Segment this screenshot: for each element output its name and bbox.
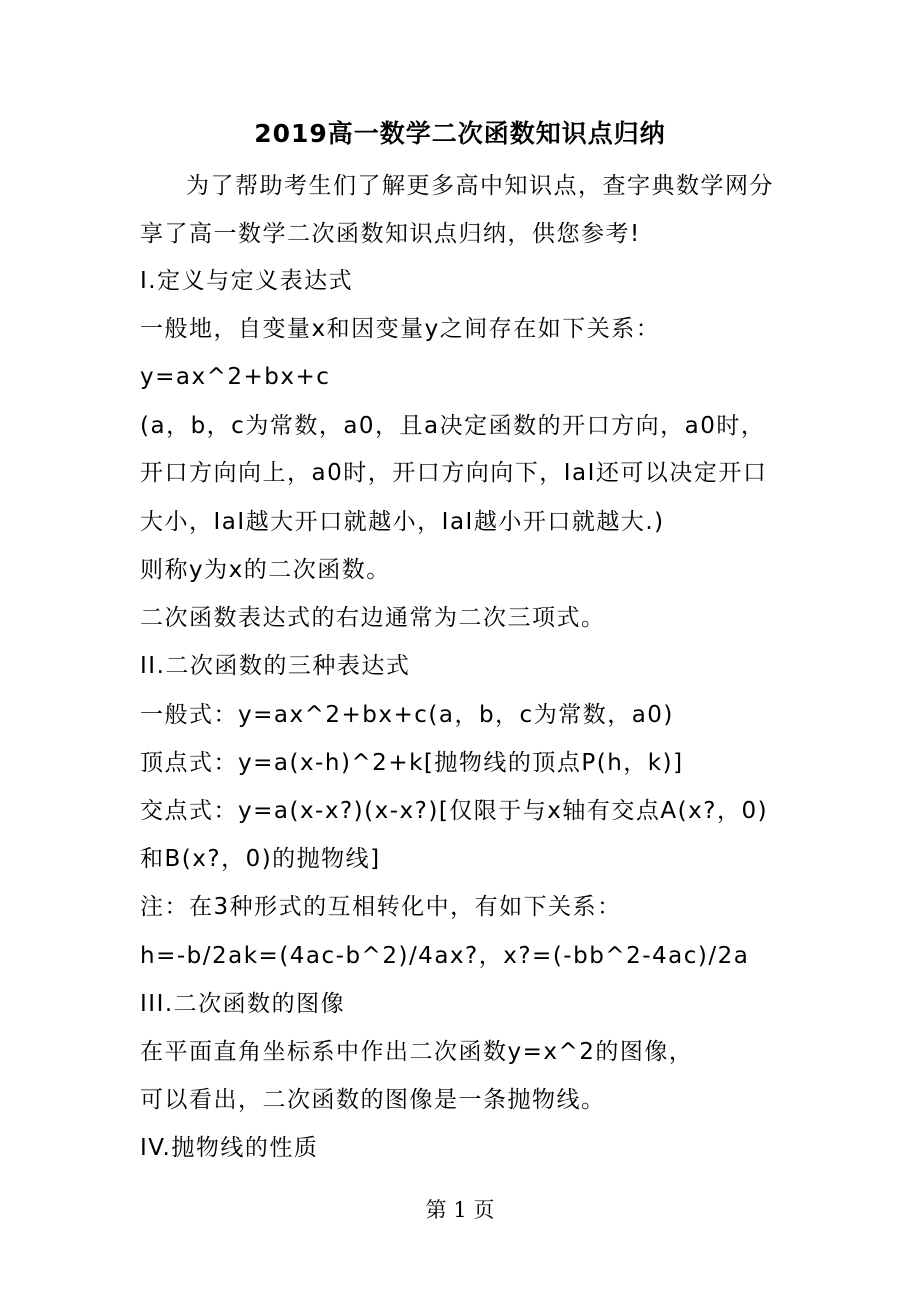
formula-vertex: 顶点式：y=a(x-h)^2+k[抛物线的顶点P(h，k)] (140, 750, 684, 776)
section-heading-3: III.二次函数的图像 (140, 991, 346, 1017)
formula-line: y=ax^2+bx+c (140, 364, 331, 390)
intro-line-2: 享了高一数学二次函数知识点归纳，供您参考! (140, 221, 641, 247)
paragraph-line: 二次函数表达式的右边通常为二次三项式。 (140, 605, 606, 631)
formula-intercept-cont: 和B(x?，0)的抛物线] (140, 846, 381, 872)
intro-line-1: 为了帮助考生们了解更多高中知识点，查字典数学网分 (186, 173, 774, 199)
paragraph-line: 大小，IaI越大开口就越小，IaI越小开口就越大.) (140, 509, 665, 535)
paragraph-line: (a，b，c为常数，a0，且a决定函数的开口方向，a0时， (140, 413, 766, 439)
paragraph-line: 一般地，自变量x和因变量y之间存在如下关系： (140, 316, 661, 342)
formula-relation: h=-b/2ak=(4ac-b^2)/4ax?，x?=(-bb^2-4ac)/2a (140, 943, 750, 969)
formula-intercept: 交点式：y=a(x-x?)(x-x?)[仅限于与x轴有交点A(x?，0) (140, 798, 769, 824)
paragraph-line: 开口方向向上，a0时，开口方向向下，IaI还可以决定开口 (140, 460, 768, 486)
paragraph-line: 注：在3种形式的互相转化中，有如下关系： (140, 894, 622, 920)
section-heading-4: IV.抛物线的性质 (140, 1135, 319, 1161)
paragraph-line: 在平面直角坐标系中作出二次函数y=x^2的图像， (140, 1039, 694, 1065)
document-title: 2019高一数学二次函数知识点归纳 (254, 119, 666, 148)
page-number: 第 1 页 (425, 1198, 495, 1222)
formula-general: 一般式：y=ax^2+bx+c(a，b，c为常数，a0) (140, 702, 674, 728)
paragraph-line: 可以看出，二次函数的图像是一条抛物线。 (140, 1087, 606, 1113)
section-heading-1: I.定义与定义表达式 (140, 268, 354, 294)
section-heading-2: II.二次函数的三种表达式 (140, 653, 411, 679)
paragraph-line: 则称y为x的二次函数。 (140, 557, 391, 583)
